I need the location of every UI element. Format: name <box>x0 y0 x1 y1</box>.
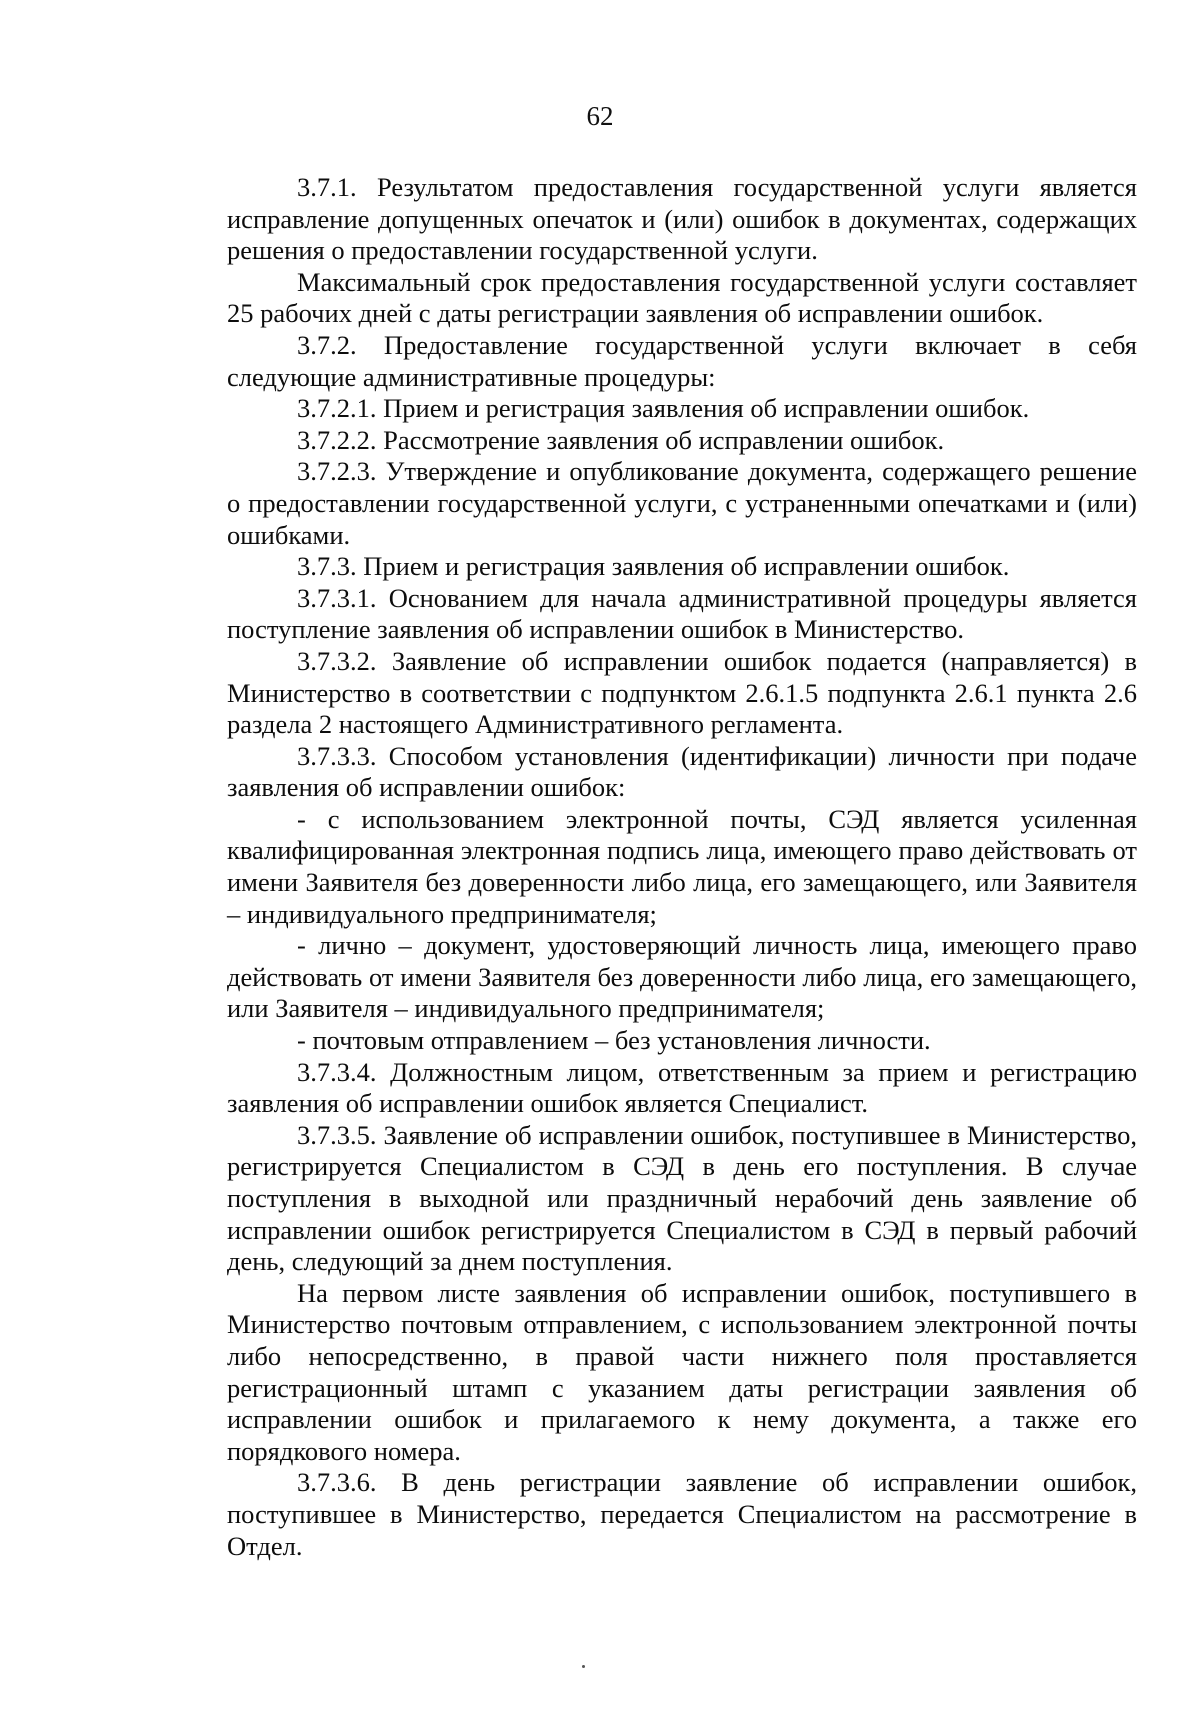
document-body <box>227 172 1137 1562</box>
paragraph: 3.7.3.5. Заявление об исправлении ошибок, поступившее в Министерство, регистрируется Специалистом в СЭД в день его поступления. В случае поступления в выходной или праздничный нерабочий день заявление об исправлении ошибок регистрируется Специалистом в СЭД в первый рабочий день, следующий за днем поступления. <box>227 1119 1137 1277</box>
paragraph: 3.7.2.3. Утверждение и опубликование документа, содержащего решение о предоставлении государственной услуги, с устраненными опечатками и (или) ошибками. <box>227 456 1137 550</box>
paragraph: - почтовым отправлением – без установления личности. <box>297 1025 931 1056</box>
paragraph: 3.7.3.3. Способом установления (идентификации) личности при подаче заявления об исправлении ошибок: <box>227 740 1137 803</box>
paragraph: 3.7.1. Результатом предоставления государственной услуги является исправление допущенных опечаток и (или) ошибок в документах, содержащих решения о предоставлении государственной услуги. <box>227 172 1137 266</box>
paragraph: - с использованием электронной почты, СЭД является усиленная квалифицированная электронная подпись лица, имеющего право действовать от имени Заявителя без доверенности либо лица, его замещающего, или Заявителя – индивидуального предпринимателя; <box>227 803 1137 929</box>
paragraph: 3.7.3.6. В день регистрации заявление об исправлении ошибок, поступившее в Министерство, передается Специалистом на рассмотрение в Отдел. <box>227 1467 1137 1561</box>
paragraph: На первом листе заявления об исправлении ошибок, поступившего в Министерство почтовым отправлением, с использованием электронной почты либо непосредственно, в правой части нижнего поля проставляется регистрационный штамп с указанием даты регистрации заявления об исправлении ошибок и прилагаемого к нему документа, а также его порядкового номера. <box>227 1277 1137 1466</box>
paragraph: Максимальный срок предоставления государственной услуги составляет 25 рабочих дней с даты регистрации заявления об исправлении ошибок. <box>227 266 1137 329</box>
paragraph: 3.7.3.1. Основанием для начала административной процедуры является поступление заявления об исправлении ошибок в Министерство. <box>227 582 1137 645</box>
paragraph: - лично – документ, удостоверяющий личность лица, имеющего право действовать от имени Заявителя без доверенности либо лица, его замещающего, или Заявителя – индивидуального предпринимателя; <box>227 930 1137 1024</box>
paragraph: 3.7.2.2. Рассмотрение заявления об исправлении ошибок. <box>297 424 945 455</box>
paragraph: 3.7.3.4. Должностным лицом, ответственным за прием и регистрацию заявления об исправлении ошибок является Специалист. <box>227 1056 1137 1119</box>
paragraph: 3.7.3.2. Заявление об исправлении ошибок подается (направляется) в Министерство в соответствии с подпунктом 2.6.1.5 подпункта 2.6.1 пункта 2.6 раздела 2 настоящего Административного регламента. <box>227 645 1137 740</box>
paragraph: 3.7.2.1. Прием и регистрация заявления об исправлении ошибок. <box>297 393 1030 424</box>
scan-speck <box>582 1665 585 1668</box>
page-number: 62 <box>586 101 614 131</box>
paragraph: 3.7.3. Прием и регистрация заявления об исправлении ошибок. <box>297 551 1010 582</box>
paragraph: 3.7.2. Предоставление государственной услуги включает в себя следующие административные процедуры: <box>227 329 1137 392</box>
